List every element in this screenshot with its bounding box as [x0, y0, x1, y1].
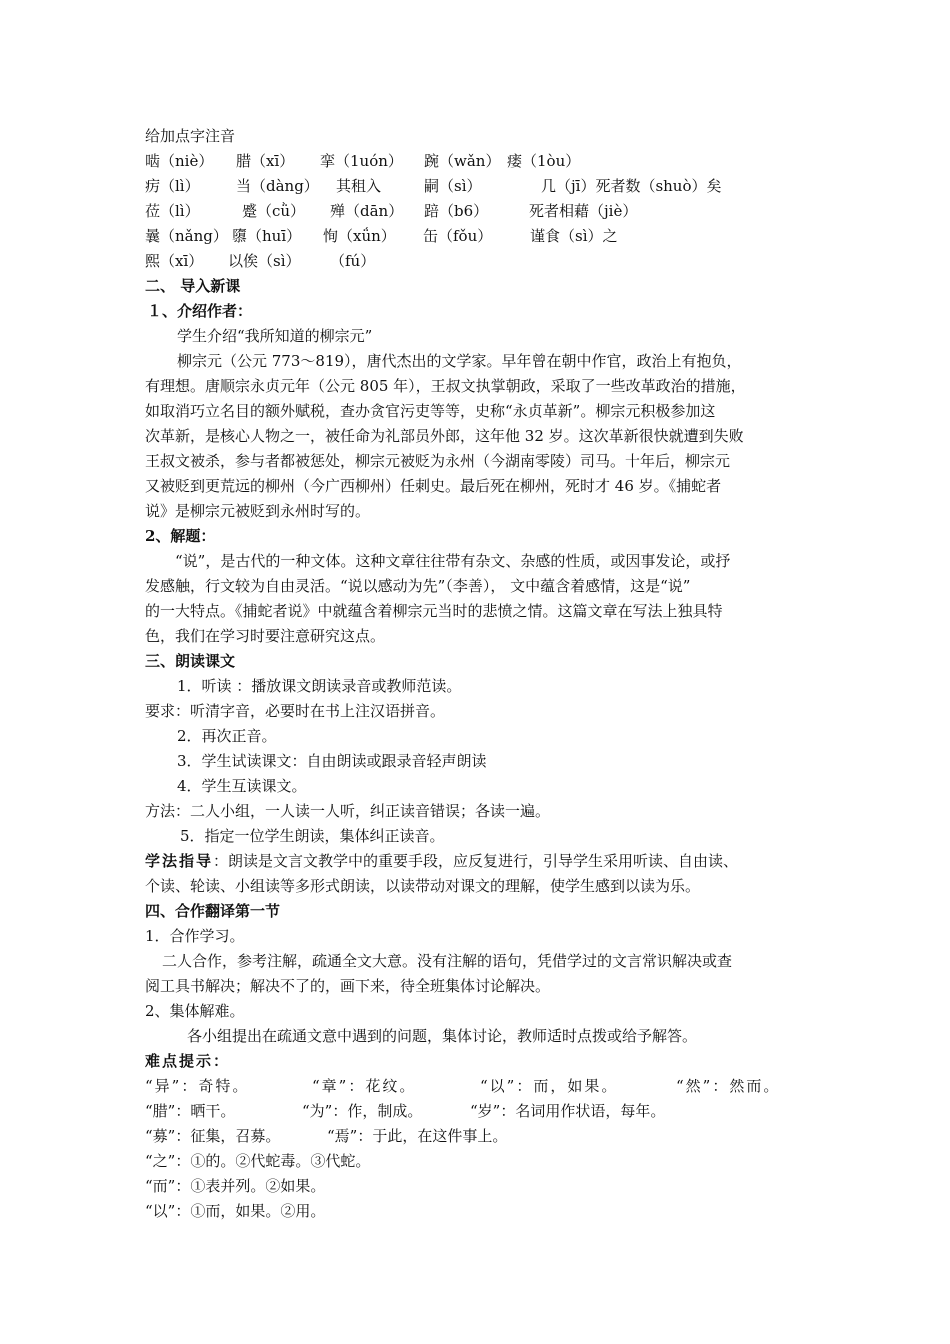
paragraph-line	[145, 851, 738, 871]
phonetic-item: 蹙（cǜ）	[242, 202, 306, 220]
paragraph-line: 方法：二人小组，一人读一人听，纠正读音错误；各读一遍。	[145, 802, 551, 820]
phonetic-item: 当（dàng）	[236, 177, 319, 195]
paragraph-line: 二人合作，参考注解，疏通全文大意。没有注解的语句，凭借学过的文言常识解决或查	[162, 952, 733, 970]
hint-item: “以”：①而，如果。②用。	[145, 1202, 326, 1220]
phonetic-item: 以俟（sì）	[228, 252, 301, 270]
paragraph-line: “说”，是古代的一种文体。这种文章往往带有杂文、杂感的性质，或因事发论，或抒	[175, 552, 731, 570]
phonetic-item: 缶（fǒu）	[423, 227, 493, 245]
hint-item: “之”：①的。②代蛇毒。③代蛇。	[145, 1152, 371, 1170]
phonetic-item: 曩（nǎng）	[145, 227, 228, 245]
paragraph-line: 次革新，是核心人物之一，被任命为礼部员外郎，这年他 32 岁。这次革新很快就遭到失败	[145, 427, 744, 445]
phonetic-item: 其租入	[336, 177, 382, 195]
phonetic-item: 莅（lì）	[145, 202, 200, 220]
section-heading: 三、朗读课文	[145, 652, 236, 670]
subsection-heading: 2、解题：	[145, 527, 216, 545]
paragraph-line: 说》是柳宗元被贬到永州时写的。	[145, 502, 371, 520]
phonetic-item: 熙（xī）	[145, 252, 204, 270]
hint-item: “然”：然而。	[676, 1077, 781, 1095]
paragraph-line: 色，我们在学习时要注意研究这点。	[145, 627, 386, 645]
hint-item: “以”：而，如果。	[480, 1077, 619, 1095]
phonetic-item: 几（jī）死者数（shuò）矣	[541, 177, 722, 195]
hint-item: “而”：①表并列。②如果。	[145, 1177, 326, 1195]
phonetic-item: 隳（huī）	[232, 227, 302, 245]
phonetic-item: 嗣（sì）	[424, 177, 482, 195]
phonetic-item: 腊（xī）	[236, 152, 295, 170]
hint-item: “为”：作，制成。	[302, 1102, 423, 1120]
section-heading: 四、合作翻译第一节	[145, 902, 281, 920]
hint-item: “岁”：名词用作状语，每年。	[470, 1102, 666, 1120]
phonetic-item: 挛（1uón）	[320, 152, 403, 170]
guide-label: 学法指导	[145, 852, 214, 870]
hint-item: “焉”：于此，在这件事上。	[327, 1127, 508, 1145]
phonetic-title: 给加点字注音	[145, 127, 236, 145]
phonetic-item: 谨食（sì）之	[530, 227, 618, 245]
phonetic-item: 踠（wǎn）	[424, 152, 501, 170]
paragraph-line: 个读、轮读、小组读等多形式朗读，以读带动对课文的理解，使学生感到以读为乐。	[145, 877, 701, 895]
list-item: 1．合作学习。	[145, 927, 245, 945]
list-item: 4．学生互读课文。	[177, 777, 307, 795]
subsection-heading: １、介绍作者：	[147, 302, 253, 320]
phonetic-item: 恂（xǘn）	[323, 227, 396, 245]
phonetic-item: （fú）	[330, 252, 376, 270]
phonetic-item: 殚（dān）	[330, 202, 404, 220]
phonetic-item: 瘘（1òu）	[507, 152, 581, 170]
paragraph-line: 柳宗元（公元 773～819），唐代杰出的文学家。早年曾在朝中作官，政治上有抱负，	[177, 352, 742, 370]
list-item: 5．指定一位学生朗读，集体纠正读音。	[180, 827, 445, 845]
hint-item: “章”：花纹。	[312, 1077, 417, 1095]
list-item: 3．学生试读课文：自由朗读或跟录音轻声朗读	[177, 752, 487, 770]
paragraph-line: 各小组提出在疏通文意中遇到的问题，集体讨论，教师适时点拨或给予解答。	[187, 1027, 698, 1045]
phonetic-item: 死者相藉（jiè）	[529, 202, 638, 220]
phonetic-item: 疠（lì）	[145, 177, 200, 195]
paragraph-line: 发感触，行文较为自由灵活。“说以感动为先”（李善）， 文中蕴含着感情，这是“说”	[145, 577, 691, 595]
paragraph-line: 的一大特点。《捕蛇者说》中就蕴含着柳宗元当时的悲愤之情。这篇文章在写法上独具特	[145, 602, 723, 620]
list-item: 1．听读 ：播放课文朗读录音或教师范读。	[177, 677, 462, 695]
paragraph-line: 如取消巧立名目的额外赋税，查办贪官污吏等等，史称“永贞革新”。柳宗元积极参加这	[145, 402, 716, 420]
hint-item: “异”：奇特。	[145, 1077, 250, 1095]
list-item: 2．再次正音。	[177, 727, 277, 745]
paragraph-line: 学生介绍“我所知道的柳宗元”	[177, 327, 373, 345]
hint-item: “募”：征集，召募。	[145, 1127, 281, 1145]
section-heading: 二、 导入新课	[145, 277, 241, 295]
paragraph-line: 阅工具书解决；解决不了的，画下来，待全班集体讨论解决。	[145, 977, 551, 995]
paragraph-line: 要求：听清字音，必要时在书上注汉语拼音。	[145, 702, 446, 720]
paragraph-line: 又被贬到更荒远的柳州（今广西柳州）任刺史。最后死在柳州，死时才 46 岁。《捕蛇者	[145, 477, 722, 495]
guide-text: ：朗读是文言文教学中的重要手段，应反复进行，引导学生采用听读、自由读、	[213, 852, 739, 870]
hint-title: 难点提示：	[145, 1052, 231, 1070]
paragraph-line: 王叔文被杀，参与者都被惩处，柳宗元被贬为永州（今湖南零陵）司马。十年后，柳宗元	[145, 452, 731, 470]
paragraph-line: 有理想。唐顺宗永贞元年（公元 805 年），王叔文执掌朝政，采取了一些改革政治的措施，	[145, 377, 746, 395]
list-item: 2、集体解难。	[145, 1002, 245, 1020]
phonetic-item: 踣（b6）	[424, 202, 489, 220]
phonetic-item: 啮（niè）	[145, 152, 214, 170]
hint-item: “腊”：晒干。	[145, 1102, 236, 1120]
